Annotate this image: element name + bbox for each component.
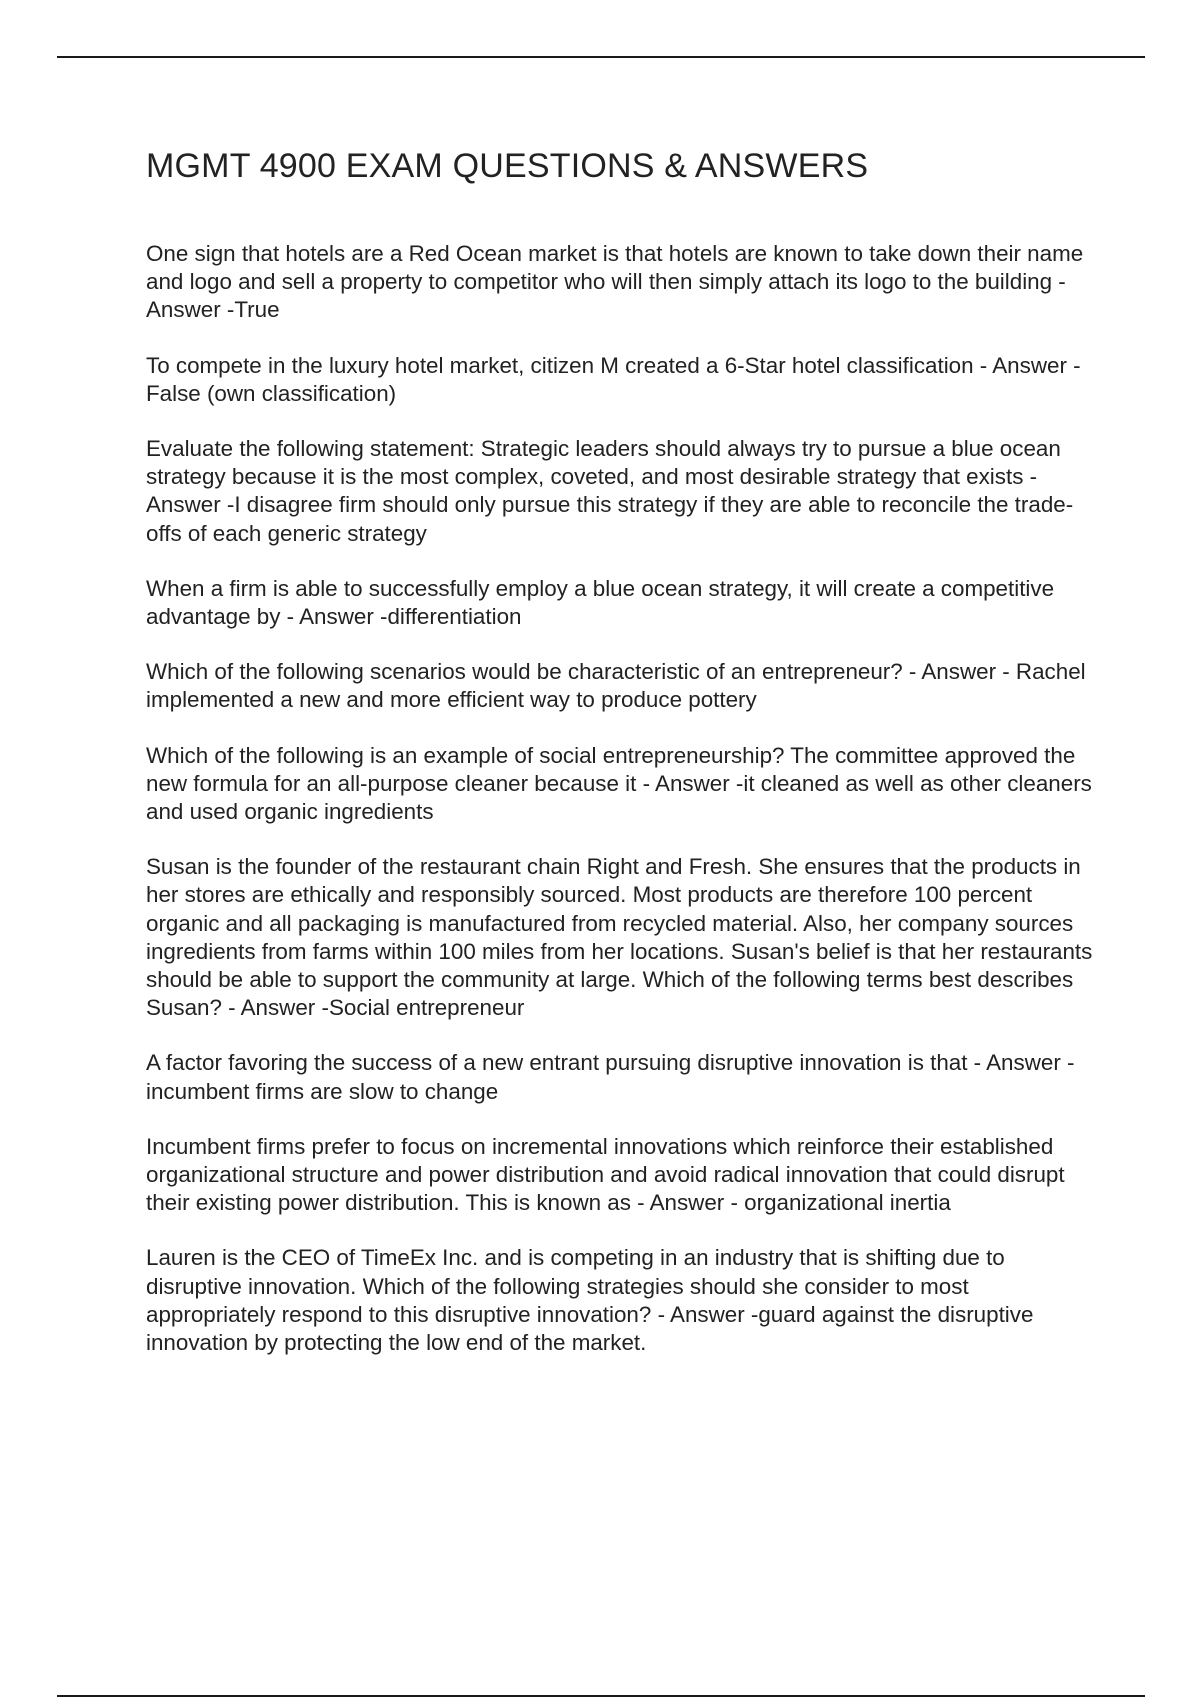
qa-item: Susan is the founder of the restaurant chain Right and Fresh. She ensures that the products in her stores are ethically and responsibly sourced. Most products are therefore 100 percent organic and all packaging is manufactured from recycled material. Also, her company sources ingredients from farms within 100 miles from her locations. Susan's belief is that her restaurants should be able to support the community at large. Which of the following terms best describes Susan? - Answer -Social entrepreneur <box>146 854 1093 1021</box>
qa-item: Incumbent firms prefer to focus on incremental innovations which reinforce their established organizational structure and power distribution and avoid radical innovation that could disrupt their existing power distribution. This is known as - Answer - organizational inertia <box>146 1133 1065 1216</box>
qa-item: Lauren is the CEO of TimeEx Inc. and is competing in an industry that is shifting due to disruptive innovation. Which of the following strategies should she consider to most appropriately respond to this disruptive innovation? - Answer -guard against the disruptive innovation by protecting the low end of the market. <box>146 1245 1034 1356</box>
qa-item: A factor favoring the success of a new entrant pursuing disruptive innovation is that - Answer -incumbent firms are slow to change <box>146 1050 1075 1104</box>
top-rule <box>57 56 1145 58</box>
bottom-rule <box>57 1695 1145 1697</box>
qa-item: To compete in the luxury hotel market, citizen M created a 6-Star hotel classification - Answer -False (own classification) <box>146 352 1081 406</box>
document-title: MGMT 4900 EXAM QUESTIONS & ANSWERS <box>146 147 869 185</box>
qa-item: When a firm is able to successfully employ a blue ocean strategy, it will create a competitive advantage by - Answer -differentiation <box>146 575 1055 630</box>
document-body <box>146 142 1101 1384</box>
qa-item: One sign that hotels are a Red Ocean market is that hotels are known to take down their name and logo and sell a property to competitor who will then simply attach its logo to the building - Answer -True <box>146 241 1084 323</box>
qa-item: Which of the following scenarios would be characteristic of an entrepreneur? - Answer - Rachel implemented a new and more efficient way to produce pottery <box>146 659 1086 713</box>
qa-item: Evaluate the following statement: Strategic leaders should always try to pursue a blue ocean strategy because it is the most complex, coveted, and most desirable strategy that exists - Answer -I disagree firm should only pursue this strategy if they are able to reconcile the trade-offs of each generic strategy <box>146 436 1074 546</box>
qa-item: Which of the following is an example of social entrepreneurship? The committee approved the new formula for an all-purpose cleaner because it - Answer -it cleaned as well as other cleaners and used organic ingredients <box>146 742 1092 825</box>
